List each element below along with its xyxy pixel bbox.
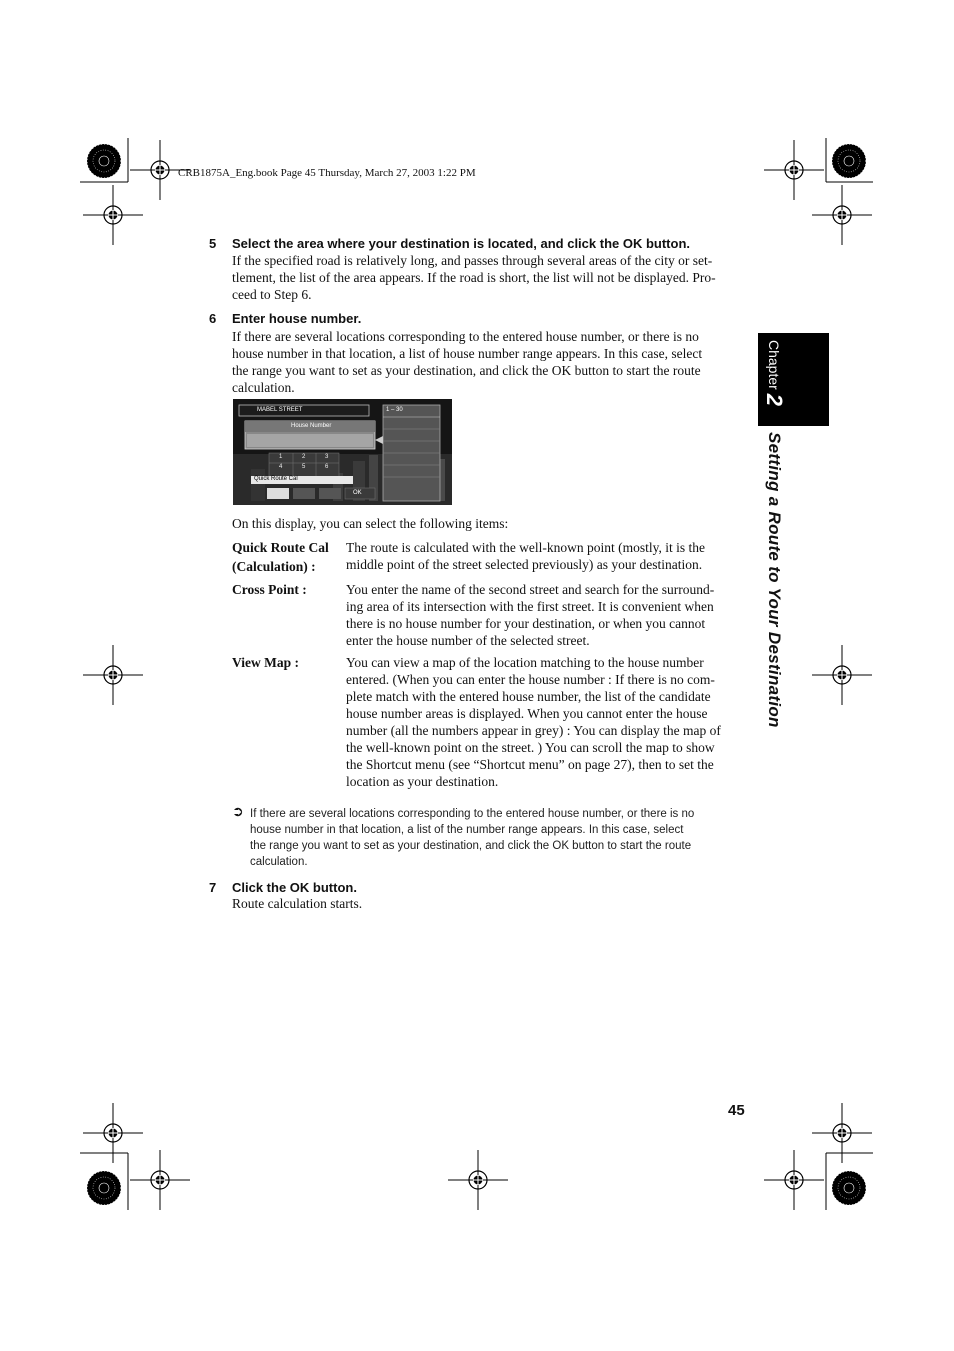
screen-background: [233, 399, 452, 505]
text-line: location as your destination.: [346, 774, 499, 789]
text-line: the well-known point on the street. ) You can scroll the map to show: [346, 740, 715, 755]
text-line: If there are several locations corresponding to the entered house number, or there is no: [250, 808, 695, 820]
text-line: number (all the numbers appear in grey) : You can display the map of: [346, 723, 721, 738]
key-6[interactable]: 6: [325, 464, 329, 470]
key-4[interactable]: 4: [279, 464, 283, 470]
items-intro: On this display, you can select the following items:: [232, 516, 509, 531]
step-6-number: 6: [209, 311, 217, 326]
text-line: house number in that location, a list of the number range appears. In this case, select: [250, 824, 684, 836]
text-line: If there are several locations corresponding to the entered house number, or there is no: [232, 329, 699, 344]
step-7-title: Click the OK button.: [232, 880, 357, 895]
text-line: calculation.: [232, 380, 295, 395]
step-6-body: [232, 328, 752, 396]
step-5-body: [232, 252, 752, 303]
print-header: CRB1875A_Eng.book Page 45 Thursday, March 27, 2003 1:22 PM: [178, 167, 476, 179]
house-number-title: House Number: [291, 423, 332, 429]
text-line: the Shortcut menu (see “Shortcut menu” on page 27), then to set the: [346, 757, 714, 772]
text-line: tlement, the list of the area appears. If the road is short, the list will not be displayed. Pro-: [232, 270, 716, 285]
house-number-screen: [233, 399, 452, 505]
term-view-map: [232, 653, 299, 672]
text-line: the range you want to set as your destination, and click the OK button to start the route: [232, 363, 701, 378]
chapter-number: 2: [762, 393, 787, 406]
note-arrow-icon: ➲: [232, 804, 244, 820]
text-line: house number in that location, a list of house number range appears. In this case, select: [232, 346, 703, 361]
range-label: 1 – 30: [386, 407, 403, 413]
def-cross-point: [346, 581, 756, 649]
street-label: MABEL STREET: [257, 407, 303, 413]
text-line: house number areas is displayed. When you cannot enter the house: [346, 706, 708, 721]
text-line: The route is calculated with the well-known point (mostly, it is the: [346, 540, 706, 555]
chapter-label: Chapter: [766, 340, 782, 390]
note-text: [250, 806, 760, 870]
text-line: You can view a map of the location matching to the house number: [346, 655, 704, 670]
step-6-title: Enter house number.: [232, 311, 362, 326]
text-line: plete match with the entered house number, the list of the candidate: [346, 689, 711, 704]
ok-button[interactable]: OK: [353, 490, 362, 496]
text-line: ing area of its intersection with the first street. It is convenient when: [346, 599, 714, 614]
step-7-number: 7: [209, 880, 217, 895]
text-line: You enter the name of the second street and search for the surround-: [346, 582, 715, 597]
term-line: (Calculation) :: [232, 559, 316, 574]
key-1[interactable]: 1: [279, 454, 283, 460]
step-7-body: Route calculation starts.: [232, 896, 363, 911]
text-line: the range you want to set as your destination, and click the OK button to start the route: [250, 840, 692, 852]
term-line: Cross Point :: [232, 582, 307, 597]
key-3[interactable]: 3: [325, 454, 329, 460]
term-cross-point: [232, 580, 307, 599]
step-5-number: 5: [209, 236, 217, 251]
page-number: 45: [728, 1102, 745, 1119]
text-line: ceed to Step 6.: [232, 287, 312, 302]
text-line: entered. (When you can enter the house number : If there is no com-: [346, 672, 715, 687]
text-line: calculation.: [250, 856, 308, 868]
text-line: there is no house number for your destination, or when you cannot: [346, 616, 706, 631]
step-5-title: Select the area where your destination is located, and click the OK button.: [232, 236, 690, 251]
def-quick-route-cal: [346, 539, 756, 573]
text-line: middle point of the street selected previously) as your destination.: [346, 557, 703, 572]
text-line: enter the house number of the selected street.: [346, 633, 590, 648]
term-quick-route-cal: [232, 538, 329, 576]
def-view-map: [346, 654, 756, 790]
chapter-side-title: Setting a Route to Your Destination: [765, 432, 784, 728]
chapter-tab-label: [762, 340, 787, 406]
text-line: If the specified road is relatively long, and passes through several areas of the city or set-: [232, 253, 713, 268]
term-line: Quick Route Cal: [232, 540, 329, 555]
quick-route-cal-button[interactable]: Quick Route Cal: [254, 476, 298, 482]
key-5[interactable]: 5: [302, 464, 306, 470]
key-2[interactable]: 2: [302, 454, 306, 460]
term-line: View Map :: [232, 655, 299, 670]
